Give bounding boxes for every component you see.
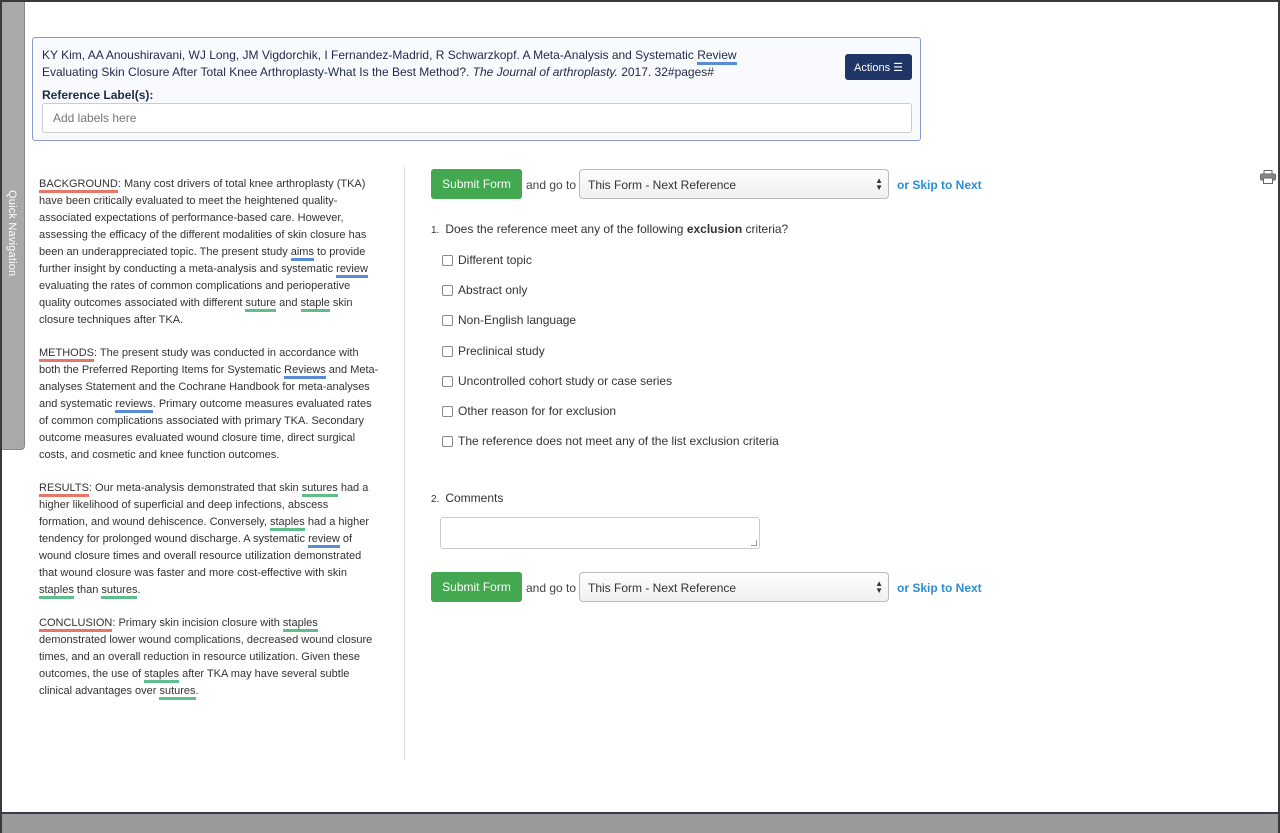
- option-label: Other reason for for exclusion: [458, 404, 617, 418]
- abstract-results: RESULTS: Our meta-analysis demonstrated that skin sutures had a higher likelihood of superficial and deep infections, abscess formation, and wound dehiscence. Conversely, staples had a higher tendency for prolonged wound discharge. A systematic review of wound closure times and overall resource utilization demonstrated that wound closure was faster and more cost-effective with skin staples than sutures.: [39, 480, 379, 599]
- abstract-methods: METHODS: The present study was conducted in accordance with both the Preferred Reporting Items for Systematic Reviews and Meta-analyses Statement and the Cochrane Handbook for meta-analyses and systematic reviews. Primary outcome measures evaluated rates of common complications associated with primary TKA. Secondary outcome measures evaluated wound closure time, direct surgical costs, and cosmetic and knee function outcomes.: [39, 347, 379, 461]
- highlight-term: staples: [283, 617, 318, 632]
- highlight-term: aims: [291, 246, 314, 261]
- option-label: Preclinical study: [458, 344, 545, 358]
- reference-citation: [42, 47, 762, 81]
- citation-highlight-term: Review: [697, 48, 736, 65]
- column-divider: [404, 167, 405, 760]
- question-1: 1. Does the reference meet any of the following exclusion criteria?: [431, 222, 789, 236]
- section-heading: BACKGROUND: [39, 178, 118, 193]
- checkbox[interactable]: [442, 346, 453, 357]
- select-arrows-icon: ▲ ▼: [875, 579, 883, 595]
- section-heading: RESULTS: [39, 482, 89, 497]
- checkbox[interactable]: [442, 285, 453, 296]
- highlight-term: review: [336, 263, 368, 278]
- option-label: Uncontrolled cohort study or case series: [458, 374, 673, 388]
- option-label: The reference does not meet any of the list exclusion criteria: [458, 434, 779, 448]
- highlight-term: reviews: [115, 398, 152, 413]
- exclusion-option[interactable]: [442, 283, 527, 297]
- highlight-term: staples: [144, 668, 179, 683]
- exclusion-option[interactable]: [442, 404, 616, 418]
- printer-icon[interactable]: [1260, 170, 1276, 184]
- checkbox[interactable]: [442, 315, 453, 326]
- highlight-term: staple: [301, 297, 330, 312]
- goto-label: and go to: [526, 581, 577, 595]
- option-label: Abstract only: [458, 283, 528, 297]
- reference-labels-input[interactable]: [42, 103, 912, 133]
- highlight-term: sutures: [302, 482, 338, 497]
- highlight-term: sutures: [159, 685, 195, 700]
- skip-to-next-link[interactable]: or Skip to Next: [897, 178, 982, 192]
- question-2: 2. Comments: [431, 491, 504, 505]
- section-heading: METHODS: [39, 347, 94, 362]
- abstract-text: [39, 176, 379, 716]
- highlight-term: Reviews: [284, 364, 326, 379]
- highlight-term: suture: [245, 297, 276, 312]
- highlight-term: staples: [39, 584, 74, 599]
- question-number: 2.: [431, 494, 440, 505]
- exclusion-option[interactable]: [442, 434, 779, 448]
- submit-form-button[interactable]: Submit Form: [431, 169, 522, 199]
- checkbox[interactable]: [442, 376, 453, 387]
- checkbox[interactable]: [442, 436, 453, 447]
- submit-form-button-bottom[interactable]: Submit Form: [431, 572, 522, 602]
- select-arrows-icon: ▲ ▼: [875, 176, 883, 192]
- citation-year: 2017. 32#pages#: [617, 65, 714, 79]
- highlight-term: review: [308, 533, 340, 548]
- abstract-background: BACKGROUND: Many cost drivers of total knee arthroplasty (TKA) have been critically evaluated to meet the heightened quality-associated expectations of performance-based care. However, assessing the efficacy of the different modalities of skin closure has been an underappreciated topic. The present study aims to provide further insight by conducting a meta-analysis and systematic review evaluating the rates of common complications and perioperative quality outcomes associated with different suture and staple skin closure techniques after TKA.: [39, 178, 368, 326]
- actions-button[interactable]: Actions ☰: [845, 54, 912, 80]
- quick-navigation-label: Quick Navigation: [6, 190, 18, 277]
- next-action-select-value: This Form - Next Reference: [588, 581, 737, 595]
- checkbox[interactable]: [442, 255, 453, 266]
- next-action-select-value: This Form - Next Reference: [588, 178, 737, 192]
- reference-panel: [32, 37, 921, 141]
- exclusion-option[interactable]: [442, 374, 672, 388]
- skip-to-next-link-bottom[interactable]: or Skip to Next: [897, 581, 982, 595]
- checkbox[interactable]: [442, 406, 453, 417]
- reference-labels-title: Reference Label(s):: [42, 88, 154, 102]
- option-label: Non-English language: [458, 313, 577, 327]
- highlight-term: sutures: [101, 584, 137, 599]
- question-number: 1.: [431, 225, 440, 236]
- next-action-select-bottom[interactable]: [579, 572, 889, 602]
- quick-navigation-tab[interactable]: [0, 0, 25, 450]
- exclusion-option[interactable]: [442, 253, 532, 267]
- section-heading: CONCLUSION: [39, 617, 112, 632]
- citation-journal: The Journal of arthroplasty.: [472, 65, 618, 79]
- goto-label: and go to: [526, 178, 577, 192]
- citation-authors-title: KY Kim, AA Anoushiravani, WJ Long, JM Vigdorchik, I Fernandez-Madrid, R Schwarzkopf. A Meta-Analysis and Systematic: [42, 48, 698, 62]
- resize-handle-icon[interactable]: [751, 540, 757, 546]
- next-action-select[interactable]: [579, 169, 889, 199]
- abstract-conclusion: CONCLUSION: Primary skin incision closure with staples demonstrated lower wound complications, decreased wound closure times, and an overall reduction in resource utilization. Given these outcomes, the use of staples after TKA may have several subtle clinical advantages over sutures.: [39, 615, 379, 700]
- highlight-term: staples: [270, 516, 305, 531]
- bottom-bar: [0, 812, 1280, 833]
- exclusion-option[interactable]: [442, 313, 576, 327]
- comments-textarea[interactable]: [440, 517, 760, 549]
- citation-title-rest: Evaluating Skin Closure After Total Knee Arthroplasty-What Is the Best Method?.: [42, 65, 473, 79]
- exclusion-option[interactable]: [442, 344, 545, 358]
- option-label: Different topic: [458, 253, 532, 267]
